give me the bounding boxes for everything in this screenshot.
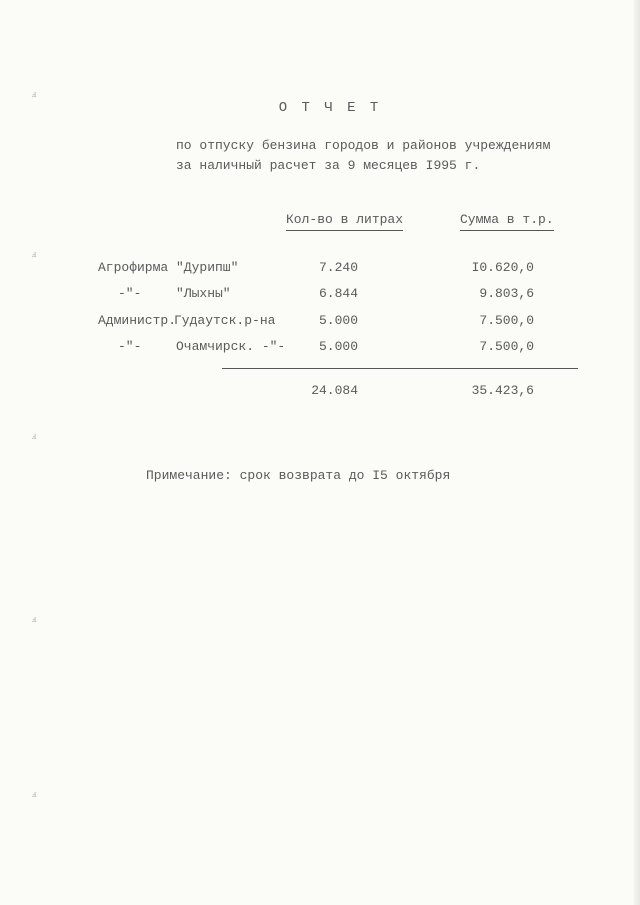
binder-hole-mark: ⅎ bbox=[32, 90, 37, 100]
binder-hole-mark: ⅎ bbox=[32, 615, 37, 625]
row-quantity: 5.000 bbox=[318, 339, 358, 354]
row-name: Очамчирск. -"- bbox=[176, 339, 286, 354]
total-amount: 35.423,6 bbox=[471, 383, 534, 398]
row-quantity: 7.240 bbox=[318, 260, 358, 275]
row-amount: 7.500,0 bbox=[479, 339, 534, 354]
row-quantity: 5.000 bbox=[318, 313, 358, 328]
row-name: "Лыхны" bbox=[176, 286, 231, 301]
row-org: -"- bbox=[118, 286, 142, 301]
binder-hole-mark: ⅎ bbox=[32, 790, 37, 800]
report-subtitle-line2: за наличный расчет за 9 месяцев I995 г. bbox=[176, 158, 481, 173]
row-amount: 7.500,0 bbox=[479, 313, 534, 328]
row-amount: 9.803,6 bbox=[479, 286, 534, 301]
total-divider bbox=[222, 368, 578, 369]
total-quantity: 24.084 bbox=[311, 383, 358, 398]
report-title: О Т Ч Е Т bbox=[278, 100, 382, 116]
column-header-amount: Сумма в т.р. bbox=[460, 212, 554, 231]
row-name: "Дурипш" bbox=[176, 260, 239, 275]
row-name: Гудаутск.р-на bbox=[174, 313, 276, 328]
binder-hole-mark: ⅎ bbox=[32, 250, 37, 260]
report-subtitle-line1: по отпуску бензина городов и районов учреждениям bbox=[176, 138, 551, 153]
column-header-quantity: Кол-во в литрах bbox=[286, 212, 403, 231]
binder-hole-mark: ⅎ bbox=[32, 432, 37, 442]
row-quantity: 6.844 bbox=[318, 286, 358, 301]
row-amount: I0.620,0 bbox=[471, 260, 534, 275]
row-org: Администр. bbox=[98, 313, 177, 328]
row-org: Агрофирма bbox=[98, 260, 169, 275]
row-org: -"- bbox=[118, 339, 142, 354]
page-edge-shadow bbox=[634, 0, 640, 905]
report-note: Примечание: срок возврата до I5 октября bbox=[146, 468, 451, 483]
